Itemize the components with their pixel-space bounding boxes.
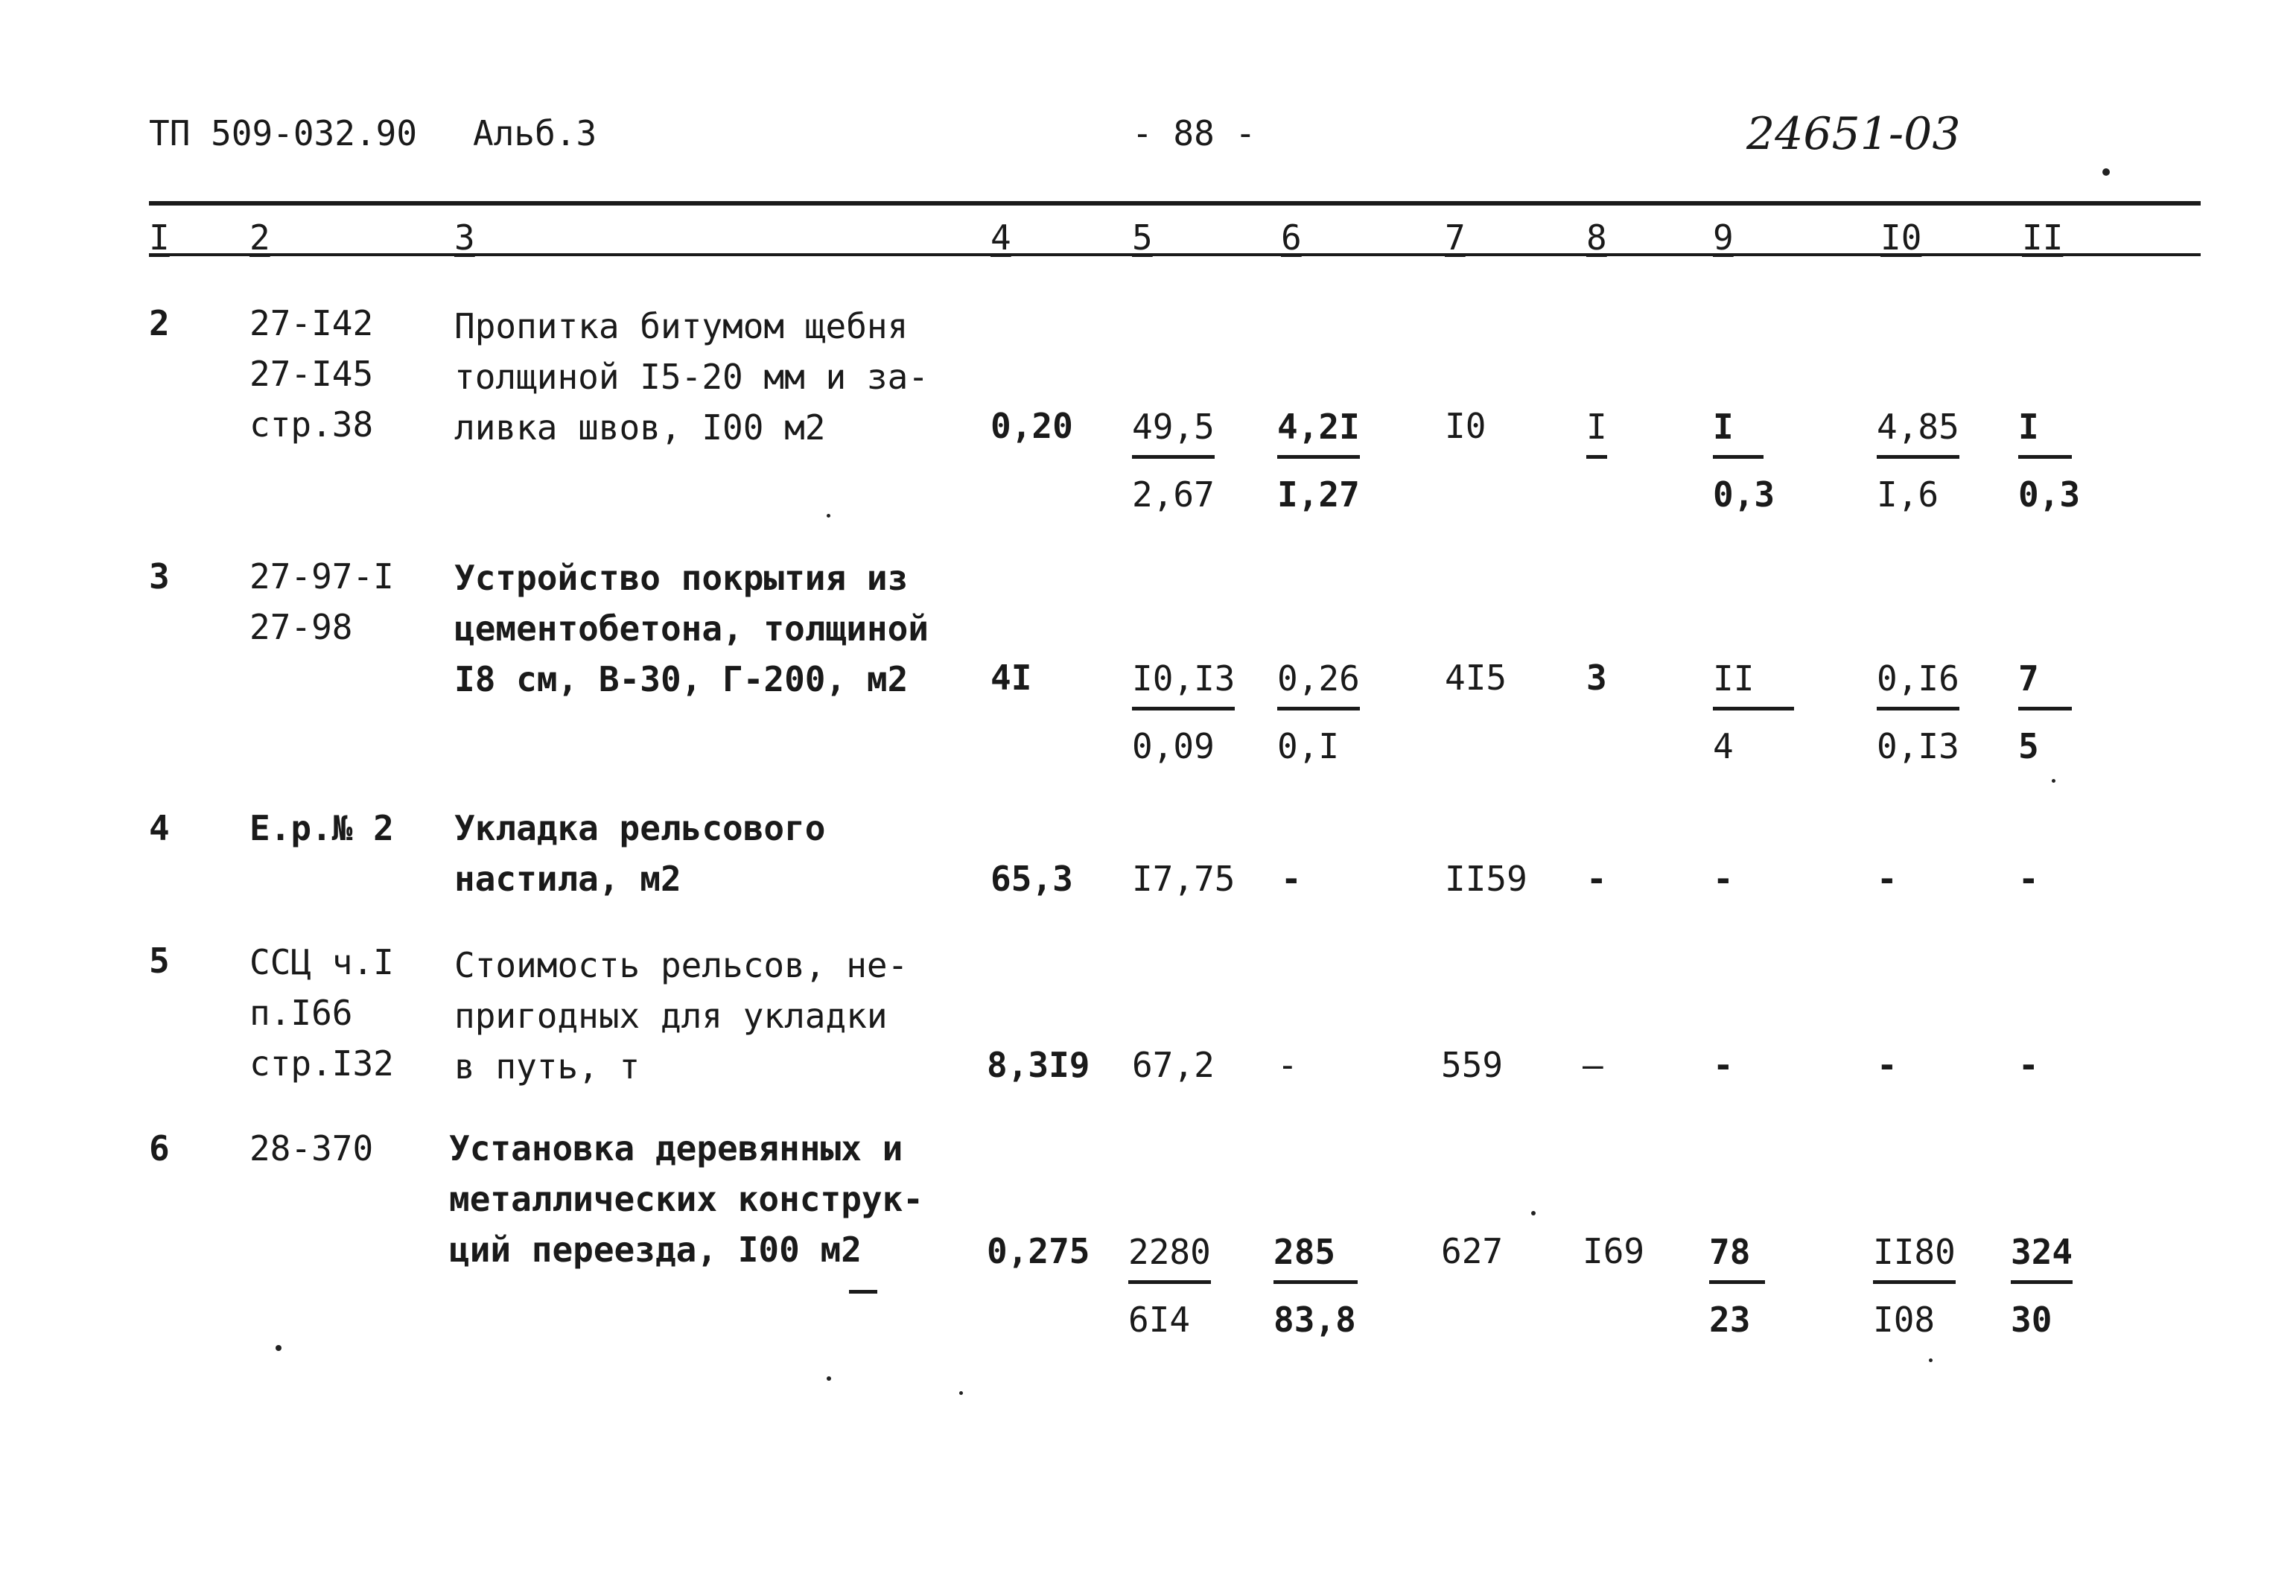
page-number: - 88 - [1132,113,1256,153]
row-description [454,940,908,1092]
fraction-value [2018,404,2080,517]
reference-line: п.I66 [249,993,353,1033]
description-line: Пропитка битумом щебня [454,306,909,346]
fraction-bottom: 5 [2018,726,2039,766]
row-reference [249,937,394,1089]
column-number: 6 [1281,217,1302,258]
fraction-top: 2280 [1128,1230,1211,1284]
description-line: Стоимость рельсов, не- [454,945,909,985]
reference-line: 27-98 [249,607,353,647]
fraction-top: II80 [1873,1230,1956,1284]
column-number: 7 [1445,217,1466,258]
fraction-top: 0,26 [1277,656,1360,710]
scan-speck [1531,1211,1536,1215]
scan-speck [827,514,830,518]
description-line: I8 см, В-30, Г-200, м2 [454,659,909,699]
description-line: Укладка рельсового [454,808,826,848]
fraction-value [1277,404,1360,517]
fraction-value [1132,656,1235,769]
document-code: ТП 509-032.90 [149,113,418,153]
reference-line: стр.I32 [249,1043,394,1084]
description-line: цементобетона, толщиной [454,608,929,649]
fraction-bottom: 0,09 [1132,726,1215,766]
description-line: толщиной I5-20 мм и за- [454,357,929,397]
row-reference: Е.р.№ 2 [249,808,394,848]
column-number: II [2022,217,2064,258]
fraction-top: II [1713,656,1794,710]
cost-value: I0 [1445,406,1486,446]
fraction-top: I [2018,404,2072,459]
top-rule [149,201,2201,206]
column-number: 2 [249,217,270,258]
fraction-bottom: 0,3 [1713,474,1775,515]
quantity-value: 0,20 [990,406,1073,446]
description-line: металлических конструк- [449,1179,923,1219]
fraction-bottom: 4 [1713,726,1734,766]
scan-speck [959,1391,963,1395]
row-number: 6 [149,1128,170,1169]
column-number: 5 [1132,217,1153,258]
cost-value: 627 [1441,1231,1504,1271]
empty-dash: - [1877,1045,1898,1085]
fraction-value [1873,1230,1956,1342]
fraction-value [1709,1230,1765,1342]
reference-line: 27-I45 [249,354,374,394]
fraction-bottom: 30 [2011,1300,2052,1340]
column-number: 4 [990,217,1011,258]
fraction-value [1877,656,1959,769]
description-line: в путь, т [454,1046,640,1087]
column-number: 8 [1586,217,1607,258]
empty-dash: - [1277,1045,1298,1085]
fraction-top: I [1586,404,1607,459]
column-number: I [149,217,170,258]
empty-dash: - [1586,859,1607,899]
row-description [454,553,929,705]
description-line: Установка деревянных и [449,1128,903,1169]
cost-value: 559 [1441,1045,1504,1085]
row-number: 2 [149,303,170,343]
reference-line: 27-I42 [249,303,374,343]
empty-dash: - [1877,859,1898,899]
row-number: 3 [149,556,170,597]
labor-value: 3 [1586,658,1607,698]
fraction-value [1713,404,1775,517]
scan-speck [2102,168,2110,176]
unit-cost-value: 67,2 [1132,1045,1215,1085]
fraction-bottom: I,27 [1277,474,1360,515]
reference-line: стр.38 [249,404,374,445]
cost-value: II59 [1445,859,1527,899]
document-number: 24651-03 [1746,108,1961,160]
fraction-bottom: 0,I [1277,726,1340,766]
description-line: ливка швов, I00 м2 [454,407,826,448]
fraction-value [1277,656,1360,769]
fraction-top: 7 [2018,656,2072,710]
scan-mark [849,1290,877,1294]
row-reference [249,298,373,450]
row-number: 5 [149,941,170,981]
empty-dash: - [1713,1045,1734,1085]
quantity-value: 4I [990,658,1032,698]
fraction-value [2018,656,2072,769]
fraction-bottom: 23 [1709,1300,1751,1340]
column-number: 9 [1713,217,1734,258]
row-reference: 28-370 [249,1128,374,1169]
reference-line: 27-97-I [249,556,394,597]
cost-value: 4I5 [1445,658,1507,698]
fraction-value [1713,656,1794,769]
empty-dash: - [2018,1045,2039,1085]
fraction-top: 4,85 [1877,404,1959,459]
scan-speck [2052,779,2055,783]
row-number: 4 [149,808,170,848]
fraction-value [1128,1230,1211,1342]
empty-dash: - [2018,859,2039,899]
fraction-value [2011,1230,2073,1342]
quantity-value: 65,3 [990,859,1073,899]
fraction-value [1132,404,1215,517]
fraction-top: 49,5 [1132,404,1215,459]
row-description [454,301,929,453]
fraction-top: 0,I6 [1877,656,1959,710]
fraction-bottom: I,6 [1877,474,1939,515]
labor-value: I69 [1583,1231,1645,1271]
fraction-bottom: 0,I3 [1877,726,1959,766]
description-line: Устройство покрытия из [454,558,909,598]
fraction-value [1586,404,1607,472]
fraction-top: I [1713,404,1764,459]
unit-cost-value: I7,75 [1132,859,1236,899]
scan-speck [827,1376,831,1381]
fraction-bottom: 0,3 [2018,474,2081,515]
fraction-bottom: 2,67 [1132,474,1215,515]
column-number: 3 [454,217,475,258]
quantity-value: 8,3I9 [987,1045,1090,1085]
fraction-value [1273,1230,1358,1342]
fraction-top: 4,2I [1277,404,1360,459]
column-number: I0 [1880,217,1922,258]
row-description [454,803,826,904]
fraction-bottom: I08 [1873,1300,1936,1340]
empty-dash: - [1713,859,1734,899]
row-description [449,1123,923,1275]
scan-speck [1929,1358,1933,1362]
fraction-bottom: 83,8 [1273,1300,1356,1340]
fraction-value [1877,404,1959,517]
fraction-top: 324 [2011,1230,2073,1284]
empty-dash: — [1583,1045,1603,1085]
fraction-bottom: 6I4 [1128,1300,1191,1340]
album-label: Альб.3 [473,113,597,153]
fraction-top: I0,I3 [1132,656,1235,710]
reference-line: ССЦ ч.I [249,942,394,982]
fraction-top: 78 [1709,1230,1765,1284]
empty-dash: - [1281,859,1302,899]
row-reference [249,551,394,652]
fraction-top: 285 [1273,1230,1358,1284]
description-line: ций переезда, I00 м2 [449,1230,862,1270]
quantity-value: 0,275 [987,1231,1090,1271]
description-line: настила, м2 [454,859,681,899]
scan-speck [276,1345,282,1351]
description-line: пригодных для укладки [454,996,888,1036]
